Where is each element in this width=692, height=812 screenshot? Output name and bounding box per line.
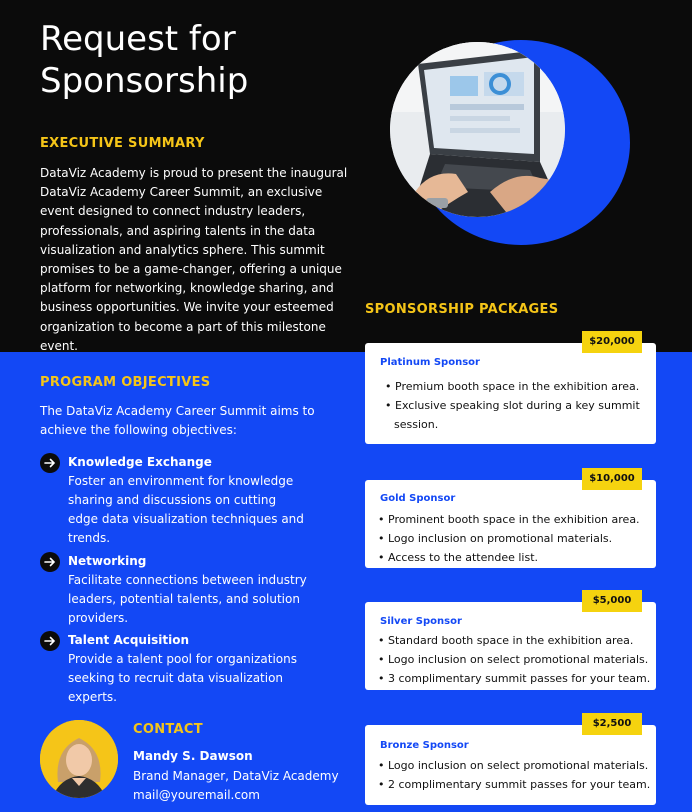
package-benefits <box>385 377 651 434</box>
program-objectives-intro: The DataViz Academy Career Summit aims to achieve the following objectives: <box>40 404 315 438</box>
package-name: Bronze Sponsor <box>380 740 469 751</box>
package-card-platinum <box>365 343 656 444</box>
arrow-right-icon <box>40 552 60 572</box>
package-card-bronze <box>365 725 656 805</box>
benefit-item: • Logo inclusion on select promotional materials. <box>378 650 654 669</box>
contact-email[interactable]: mail@youremail.com <box>133 788 260 802</box>
benefit-item: • Logo inclusion on promotional materials. <box>378 529 654 548</box>
contact-name: Mandy S. Dawson <box>133 749 253 763</box>
contact-role: Brand Manager, DataViz Academy <box>133 769 339 783</box>
program-objectives-heading: PROGRAM OBJECTIVES <box>40 375 211 390</box>
objective-title: Talent Acquisition <box>68 633 189 647</box>
objective-title: Networking <box>68 554 147 568</box>
avatar <box>40 720 118 798</box>
price-badge: $10,000 <box>582 468 642 490</box>
package-card-silver <box>365 602 656 690</box>
laptop-photo <box>390 42 565 217</box>
objective-description: Facilitate connections between industry leaders, potential talents, and solution providers. <box>68 573 307 625</box>
benefit-item: • Prominent booth space in the exhibition area. <box>378 510 654 529</box>
package-card-gold <box>365 480 656 568</box>
benefit-item: • Standard booth space in the exhibition area. <box>378 631 654 650</box>
package-benefits <box>378 756 654 794</box>
benefit-item: • Premium booth space in the exhibition area. <box>385 377 651 396</box>
price-badge: $2,500 <box>582 713 642 735</box>
package-benefits <box>378 631 654 688</box>
laptop-hands-illustration <box>390 42 565 217</box>
objective-title: Knowledge Exchange <box>68 455 212 469</box>
price-badge: $5,000 <box>582 590 642 612</box>
arrow-right-icon <box>40 631 60 651</box>
benefit-item: • 2 complimentary summit passes for your team. <box>378 775 654 794</box>
benefit-item: • Access to the attendee list. <box>378 548 654 567</box>
contact-heading: CONTACT <box>133 722 203 737</box>
executive-summary-text: DataViz Academy is proud to present the inaugural DataViz Academy Career Summit, an exclusive event designed to connect industry leaders, professionals, and aspiring talents in the data visualization and analytics sphere. This summit promises to be a game-changer, offering a unique platform for networking, knowledge sharing, and business opportunities. We invite your esteemed organization to become a part of this milestone event. <box>40 166 348 353</box>
package-benefits <box>378 510 654 567</box>
objective-description: Foster an environment for knowledge sharing and discussions on cutting edge data visualization techniques and trends. <box>68 474 304 545</box>
executive-summary-heading: EXECUTIVE SUMMARY <box>40 136 205 151</box>
page-title: Request for Sponsorship <box>40 19 249 101</box>
package-name: Platinum Sponsor <box>380 357 480 368</box>
sponsorship-packages-heading: SPONSORSHIP PACKAGES <box>365 302 559 317</box>
benefit-item: • Logo inclusion on select promotional materials. <box>378 756 654 775</box>
arrow-right-icon <box>40 453 60 473</box>
price-badge: $20,000 <box>582 331 642 353</box>
benefit-item: • Exclusive speaking slot during a key summit session. <box>385 396 651 434</box>
benefit-item: • 3 complimentary summit passes for your team. <box>378 669 654 688</box>
package-name: Gold Sponsor <box>380 493 456 504</box>
package-name: Silver Sponsor <box>380 616 462 627</box>
objective-description: Provide a talent pool for organizations seeking to recruit data visualization experts. <box>68 652 297 704</box>
